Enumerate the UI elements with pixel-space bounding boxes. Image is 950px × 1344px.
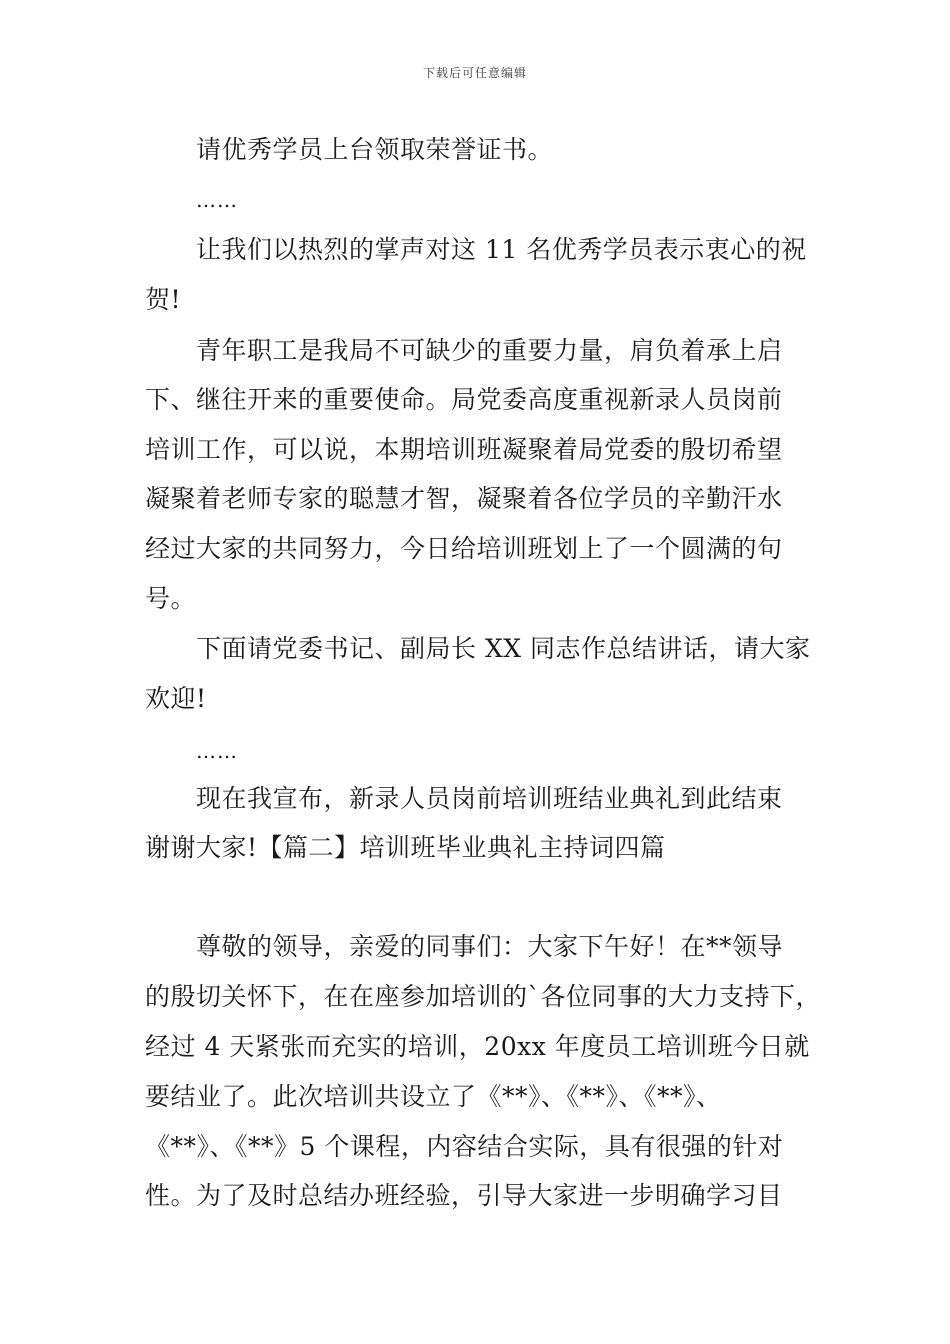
paragraph-line: 号。 — [145, 584, 197, 613]
paragraph-line: 下、继往开来的重要使命。局党委高度重视新录人员岗前 — [145, 385, 783, 414]
paragraph-line: 经过 4 天紧张而充实的培训，20xx 年度员工培训班今日就 — [145, 1032, 810, 1061]
ellipsis-line: …… — [196, 739, 238, 763]
paragraph-line: 欢迎! — [145, 684, 207, 713]
paragraph-line: 请优秀学员上台领取荣誉证书。 — [196, 135, 554, 164]
ellipsis-line: …… — [196, 188, 238, 212]
page-header: 下载后可任意编辑 — [422, 66, 527, 80]
paragraph-line: 让我们以热烈的掌声对这 11 名优秀学员表示衷心的祝 — [196, 235, 807, 264]
paragraph-line: 经过大家的共同努力，今日给培训班划上了一个圆满的句 — [145, 534, 783, 563]
paragraph-line: 尊敬的领导，亲爱的同事们：大家下午好！在**领导 — [196, 932, 784, 961]
paragraph-line: 现在我宣布，新录人员岗前培训班结业典礼到此结束 — [196, 784, 783, 813]
paragraph-line: 的殷切关怀下，在在座参加培训的`各位同事的大力支持下， — [145, 982, 822, 1011]
paragraph-line: 培训工作，可以说，本期培训班凝聚着局党委的殷切希望 — [145, 435, 783, 464]
paragraph-line: 青年职工是我局不可缺少的重要力量，肩负着承上启 — [196, 336, 783, 365]
paragraph-line: 性。为了及时总结办班经验，引导大家进一步明确学习目 — [145, 1181, 783, 1210]
section-title-line: 谢谢大家!【篇二】培训班毕业典礼主持词四篇 — [145, 833, 666, 862]
paragraph-line: 下面请党委书记、副局长 XX 同志作总结讲话，请大家 — [196, 634, 811, 663]
paragraph-line: 要结业了。此次培训共设立了《**》、《**》、《**》、 — [145, 1082, 722, 1111]
paragraph-line: 《**》、《**》5 个课程，内容结合实际，具有很强的针对 — [145, 1132, 784, 1161]
paragraph-line: 贺! — [145, 285, 182, 314]
paragraph-line: 凝聚着老师专家的聪慧才智，凝聚着各位学员的辛勤汗水 — [145, 484, 783, 513]
